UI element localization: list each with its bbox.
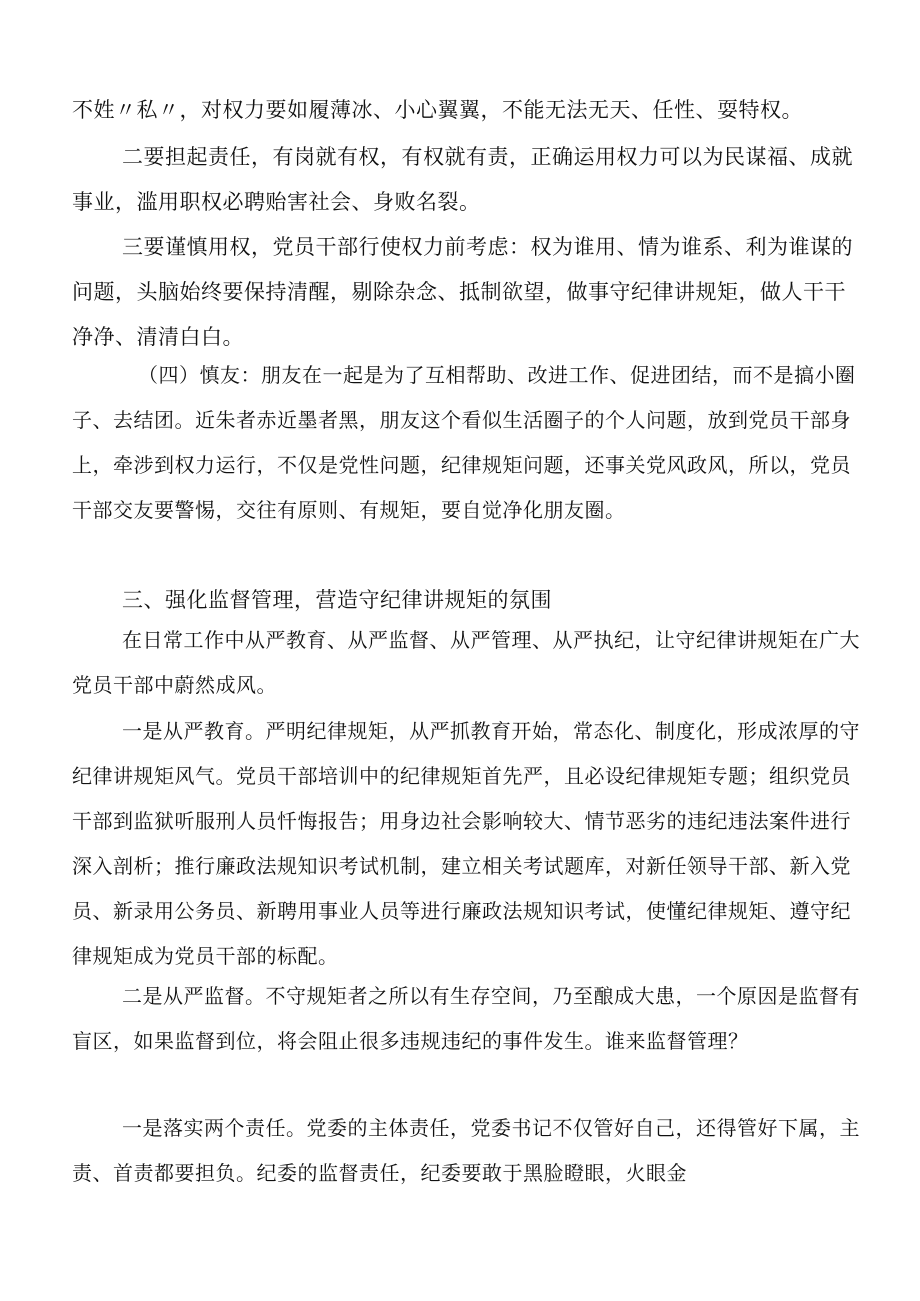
paragraph-responsibility: 二要担起责任，有岗就有权，有权就有责，正确运用权力可以为民谋福、成就事业，滥用职权必聘贻害社会、身败名裂。 <box>72 145 853 214</box>
paragraph-continuation: 不姓〃私〃，对权力要如履薄冰、小心翼翼，不能无法无天、任性、耍特权。 <box>72 98 803 122</box>
paragraph-use-power-carefully: 三要谨慎用权，党员干部行使权力前考虑：权为谁用、情为谁系、利为谁谋的问题，头脑始终要保持清醒，剔除杂念、抵制欲望，做事守纪律讲规矩，做人干干净净、清清白白。 <box>72 235 853 349</box>
paragraph-daily-work: 在日常工作中从严教育、从严监督、从严管理、从严执纪，让守纪律讲规矩在广大党员干部中蔚然成风。 <box>72 628 860 697</box>
paragraph-careful-friends: （四）慎友：朋友在一起是为了互相帮助、改进工作、促进团结，而不是搞小圈子、去结团。近朱者赤近墨者黑，朋友这个看似生活圈子的个人问题，放到党员干部身上，牵涉到权力运行，不仅是党性问题，纪律规矩问题，还事关党风政风，所以，党员干部交友要警惕，交往有原则、有规矩，要自觉净化朋友圈。 <box>72 363 856 522</box>
paragraph-two-responsibilities: 一是落实两个责任。党委的主体责任，党委书记不仅管好自己，还得管好下属，主责、首责都要担负。纪委的监督责任，纪委要敢于黑脸瞪眼，火眼金 <box>72 1116 860 1185</box>
section-heading-supervision: 三、强化监督管理，营造守纪律讲规矩的氛围 <box>122 588 552 612</box>
paragraph-strict-education: 一是从严教育。严明纪律规矩，从严抓教育开始，常态化、制度化，形成浓厚的守纪律讲规矩风气。党员干部培训中的纪律规矩首先严，且必设纪律规矩专题；组织党员干部到监狱听服刑人员忏悔报告；用身边社会影响较大、情节恶劣的违纪违法案件进行深入剖析；推行廉政法规知识考试机制，建立相关考试题库，对新任领导干部、新入党员、新录用公务员、新聘用事业人员等进行廉政法规知识考试，使懂纪律规矩、遵守纪律规矩成为党员干部的标配。 <box>72 719 860 968</box>
paragraph-strict-supervision: 二是从严监督。不守规矩者之所以有生存空间，乃至酿成大患，一个原因是监督有盲区，如果监督到位，将会阻止很多违规违纪的事件发生。谁来监督管理？ <box>72 984 860 1053</box>
